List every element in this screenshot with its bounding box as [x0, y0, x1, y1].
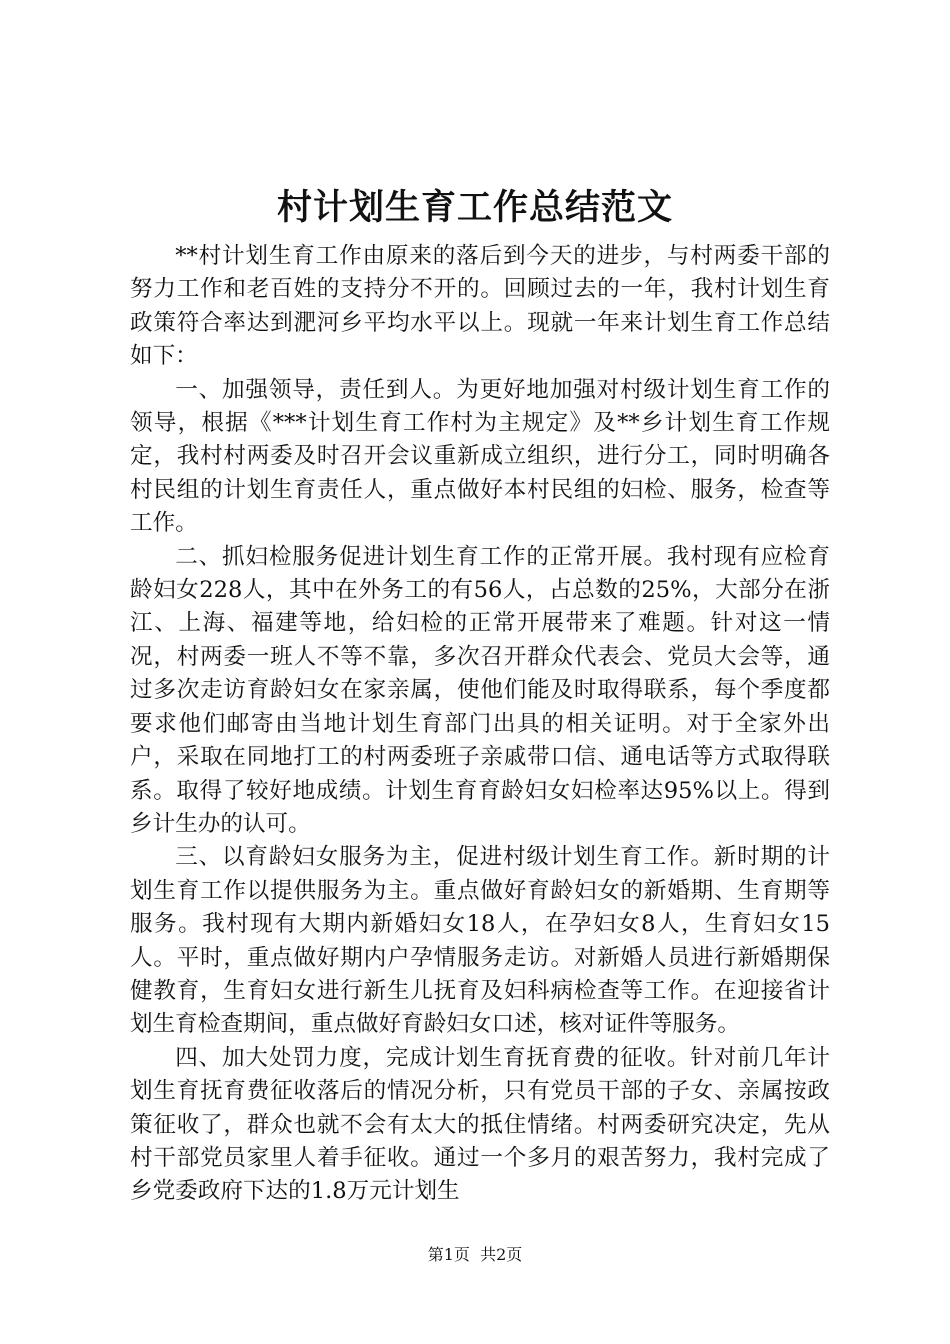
paragraph-section-2: 二、抓妇检服务促进计划生育工作的正常开展。我村现有应检育龄妇女228人，其中在外务工的有56人，占总数的25%，大部分在浙江、上海、福建等地，给妇检的正常开展带来了难题。针对这一情况，村两委一班人不等不靠，多次召开群众代表会、党员大会等，通过多次走访育龄妇女在家亲属，使他们能及时取得联系，每个季度都要求他们邮寄由当地计划生育部门出具的相关证明。对于全家外出户，采取在同地打工的村两委班子亲戚带口信、通电话等方式取得联系。取得了较好地成绩。计划生育育龄妇女妇检率达95%以上。得到乡计生办的认可。: [130, 543, 830, 837]
document-title: 村计划生育工作总结范文: [276, 187, 673, 228]
paragraph-section-1: 一、加强领导，责任到人。为更好地加强对村级计划生育工作的领导，根据《***计划生育工作村为主规定》及**乡计划生育工作规定，我村村两委及时召开会议重新成立组织，进行分工，同时明确各村民组的计划生育责任人，重点做好本村民组的妇检、服务，检查等工作。: [130, 376, 830, 537]
document-body: [130, 240, 830, 1209]
page-footer: [0, 1244, 950, 1266]
page-total: 共2页: [480, 1245, 523, 1264]
paragraph-section-3: 三、以育龄妇女服务为主，促进村级计划生育工作。新时期的计划生育工作以提供服务为主。重点做好育龄妇女的新婚期、生育期等服务。我村现有大期内新婚妇女18人，在孕妇女8人，生育妇女15人。平时，重点做好期内户孕情服务走访。对新婚人员进行新婚期保健教育，生育妇女进行新生儿抚育及妇科病检查等工作。在迎接省计划生育检查期间，重点做好育龄妇女口述，核对证件等服务。: [130, 844, 830, 1038]
paragraph-section-4: 四、加大处罚力度，完成计划生育抚育费的征收。针对前几年计划生育抚育费征收落后的情况分析，只有党员干部的子女、亲属按政策征收了，群众也就不会有太大的抵住情绪。村两委研究决定，先从村干部党员家里人着手征收。通过一个多月的艰苦努力，我村完成了乡党委政府下达的1.8万元计划生: [130, 1044, 830, 1205]
page-number: 第1页: [427, 1245, 470, 1264]
paragraph-intro: **村计划生育工作由原来的落后到今天的进步，与村两委干部的努力工作和老百姓的支持分不开的。回顾过去的一年，我村计划生育政策符合率达到淝河乡平均水平以上。现就一年来计划生育工作总结如下：: [130, 243, 830, 370]
